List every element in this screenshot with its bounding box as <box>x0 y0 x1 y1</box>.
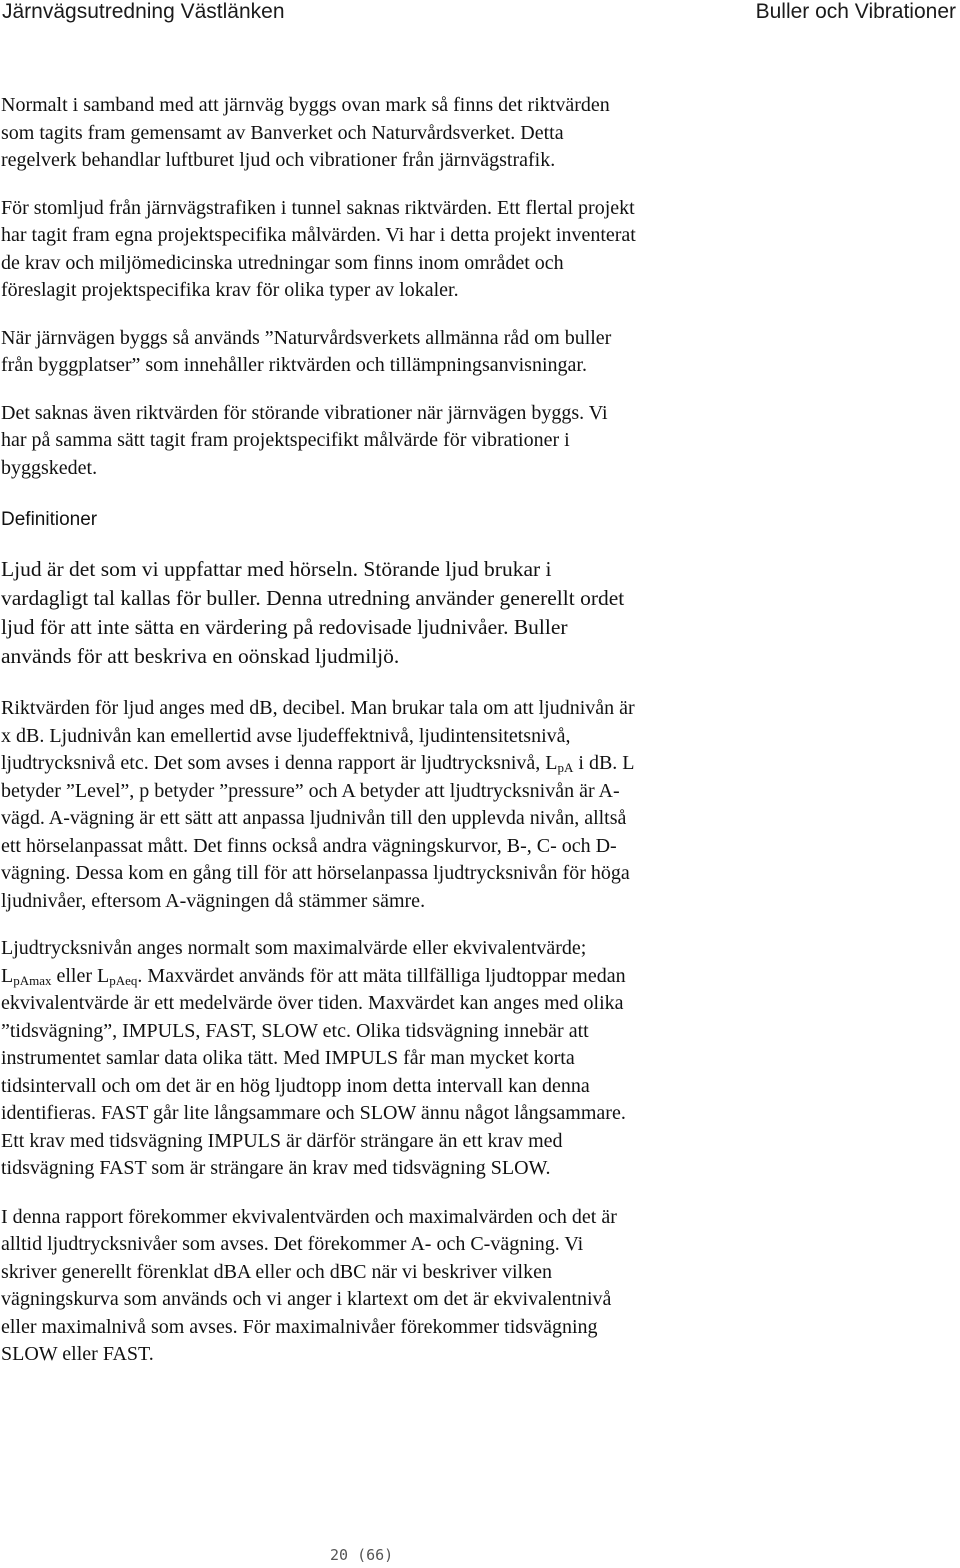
subscript: pAeq <box>109 972 138 988</box>
page-header <box>0 0 960 28</box>
text-segment: Riktvärden för ljud anges med dB, decibel. Man brukar tala om att ljudnivån är x dB. Ljudnivån kan emellertid avse ljudeffektnivå, ljudintensitetsnivå, ljudtrycksnivå etc. Det som avses i denna rapport är ljudtrycksnivå, L <box>1 697 635 774</box>
section-heading-definitioner: Definitioner <box>1 509 98 530</box>
text-segment: Ljudtrycksnivån anges normalt som maximalvärde eller ekvivalentvärde; L <box>1 937 587 987</box>
text-segment: i dB. L betyder ”Level”, p betyder ”pressure” och A betyder att ljudtrycksnivån är A- vägd. A-vägning är ett sätt att anpassa ljudnivån till den upplevda nivån, alltså ett hörselanpassat mått. Det finns också andra vägningskurvor, B-, C- och D- vägning. Dessa kom en gång till för att hörselanpassa ljudtrycksnivån för höga ljudnivåer, eftersom A-vägningen då stämmer sämre. <box>1 752 635 912</box>
document-body <box>1 92 956 1369</box>
paragraph-rapport-varden: I denna rapport förekommer ekvivalentvärden och maximalvärden och det är alltid ljudtrycksnivåer som avses. Det förekommer A- och C-vägning. Vi skriver generellt förenklat dBA eller och dBC när vi beskriver vilken vägningskurva som används och vi anger i klartext om det är ekvivalentnivå eller maximalnivå som avses. För maximalnivåer förekommer tidsvägning SLOW eller FAST. <box>1 1205 617 1365</box>
paragraph-decibel <box>1 695 956 915</box>
text-segment: . Maxvärdet används för att mäta tillfälliga ljudtoppar medan ekvivalentvärde är ett medelvärde över tiden. Maxvärdet kan anges med olika ”tidsvägning”, IMPULS, FAST, SLOW etc. Olika tidsvägning innebär att instrumentet samlar data olika tätt. Med IMPULS får man mycket korta tidsintervall och om det är en hög ljudtopp inom detta intervall kan denna identifieras. FAST går lite långsammare och SLOW ännu något långsammare. Ett krav med tidsvägning IMPULS är därför strängare än ett krav med tidsvägning FAST som är strängare än krav med tidsvägning SLOW. <box>1 964 626 1179</box>
paragraph-stomljud: För stomljud från järnvägstrafiken i tunnel saknas riktvärden. Ett flertal projekt har tagit fram egna projektspecifika målvärden. Vi har i detta projekt inventerat de krav och miljömedicinska utredningar som finns inom området och föreslagit projektspecifika krav för olika typer av lokaler. <box>1 196 636 301</box>
subscript: pAmax <box>13 972 52 988</box>
paragraph-tidsvagning <box>1 935 956 1183</box>
paragraph-ljud-definition: Ljud är det som vi uppfattar med hörseln. Störande ljud brukar i vardagligt tal kallas för buller. Denna utredning använder generellt ordet ljud för att inte sätta en värdering på redovisade ljudnivåer. Buller används för att beskriva en oönskad ljudmiljö. <box>1 557 625 668</box>
subscript: pA <box>557 760 574 775</box>
section-title: Buller och Vibrationer <box>755 0 956 23</box>
paragraph-byggbuller: När järnvägen byggs så används ”Naturvårdsverkets allmänna råd om buller från byggplatser” som innehåller riktvärden och tillämpningsanvisningar. <box>1 326 612 376</box>
paragraph-byggvibrationer: Det saknas även riktvärden för störande vibrationer när järnvägen byggs. Vi har på samma sätt tagit fram projektspecifikt målvärde för vibrationer i byggskedet. <box>1 401 608 479</box>
text-segment: eller L <box>51 964 110 987</box>
paragraph-riktvarden-ovan-mark: Normalt i samband med att järnväg byggs ovan mark så finns det riktvärden som tagits fram gemensamt av Banverket och Naturvårdsverket. Detta regelverk behandlar luftburet ljud och vibrationer från järnvägstrafik. <box>1 94 610 171</box>
page-number: 20 (66) <box>330 1546 394 1564</box>
document-title: Järnvägsutredning Västlänken <box>2 0 285 23</box>
